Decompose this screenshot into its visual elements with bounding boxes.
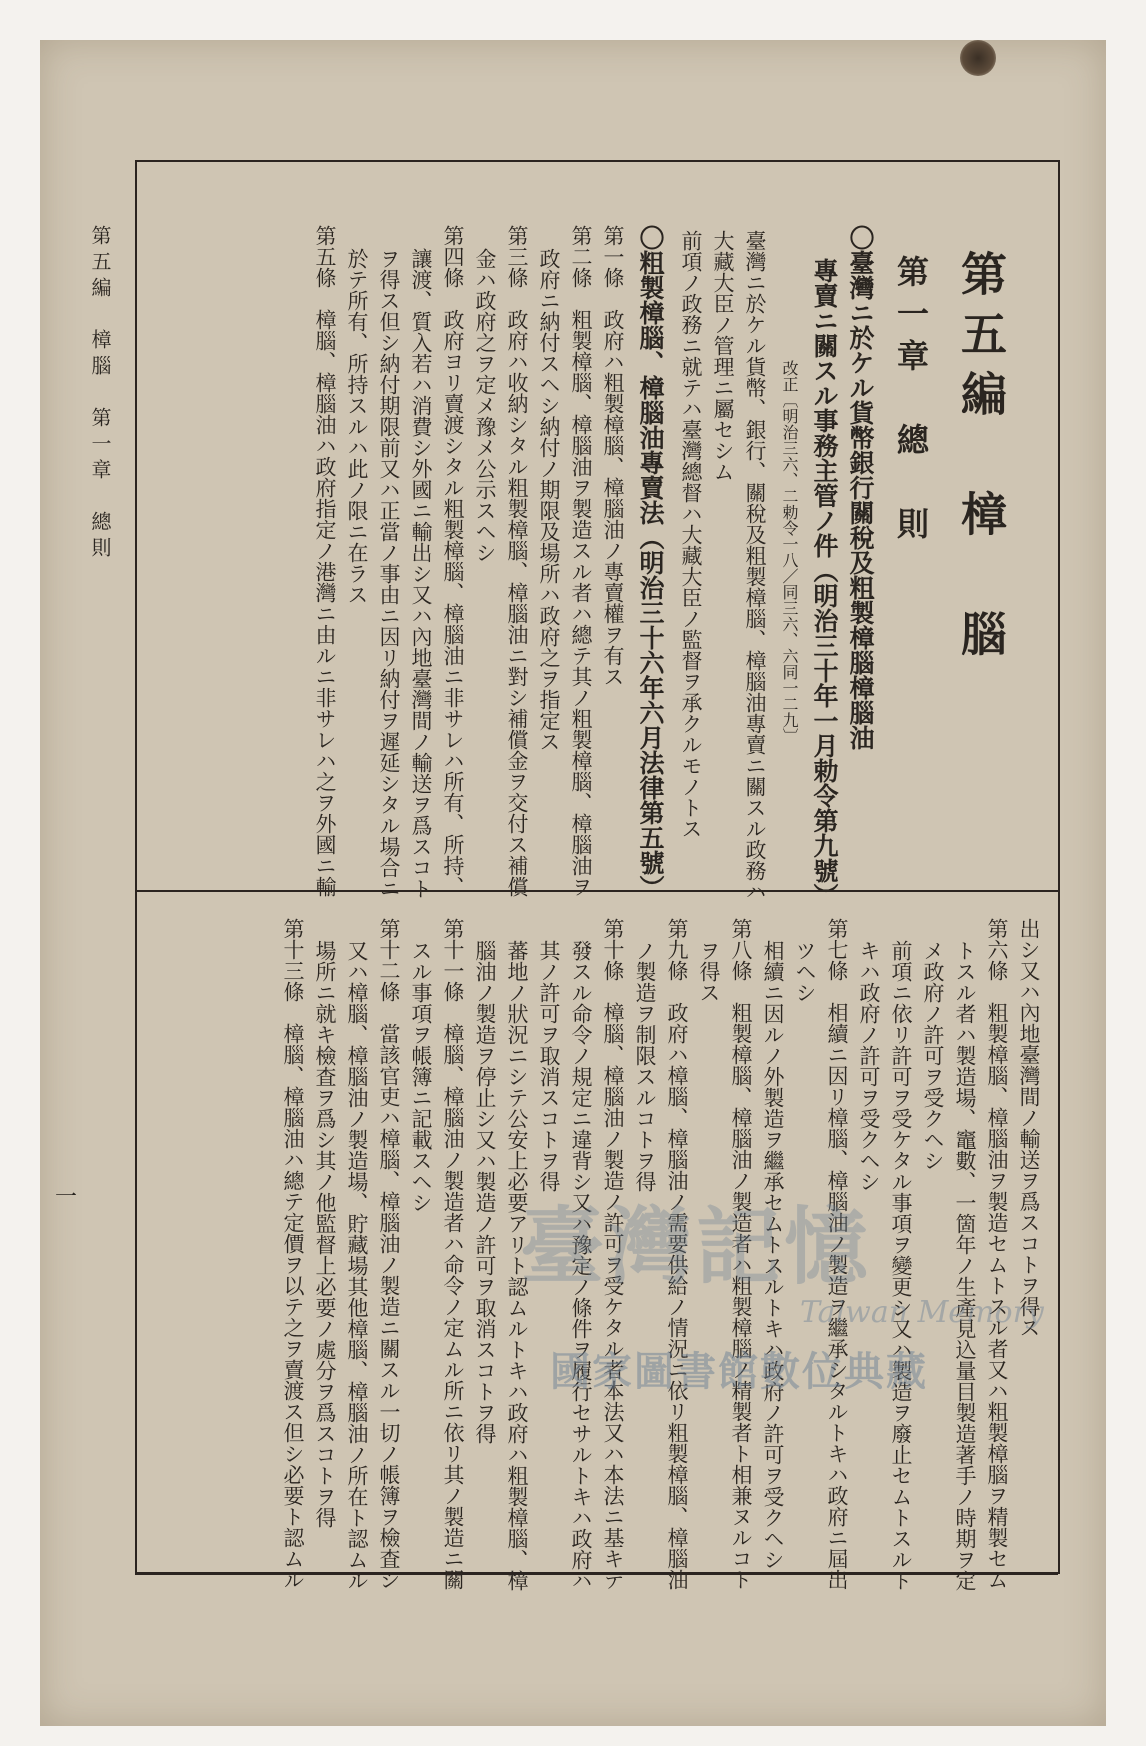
bottom-col-4: メ政府ノ許可ヲ受クヘシ	[921, 940, 945, 1171]
top-col-11: 第三條 政府ハ收納シタル粗製樟腦、樟腦油ニ對シ補償金ヲ交付ス補償	[505, 225, 529, 897]
bottom-col-23: 場所ニ就キ檢査ヲ爲シ其ノ他監督上必要ノ處分ヲ爲スコトヲ得	[313, 940, 337, 1528]
top-col-7: 〇粗製樟腦、樟腦油專賣法（明治三十六年六月法律第五號）	[636, 225, 665, 900]
top-col-1: 〇臺灣ニ於ケル貨幣銀行關稅及粗製樟腦樟腦油	[846, 225, 875, 750]
bottom-col-22: 又ハ樟腦、樟腦油ノ製造場、貯藏場其他樟腦、樟腦油ノ所在ト認ムル	[345, 940, 369, 1591]
top-col-13: 第四條 政府ヨリ賣渡シタル粗製樟腦、樟腦油ニ非サレハ所有、所持、	[441, 225, 465, 897]
bottom-col-8: ツヘシ	[793, 940, 817, 1003]
top-col-9: 第二條 粗製樟腦、樟腦油ヲ製造スル者ハ總テ其ノ粗製樟腦、樟腦油ヲ	[569, 225, 593, 897]
bottom-col-6: キハ政府ノ許可ヲ受クヘシ	[857, 940, 881, 1192]
page-number: 一	[55, 1185, 78, 1210]
watermark-organization: 國家圖書館數位典藏	[550, 1348, 928, 1395]
top-col-3: 改正〔明治三六、二勅令一八／同三六、六同一二九〕	[780, 360, 799, 744]
top-col-14: 讓渡、質入若ハ消費シ外國ニ輸出シ又ハ內地臺灣間ノ輸送ヲ爲スコト	[409, 248, 433, 899]
bottom-col-11: ヲ得ス	[697, 940, 721, 1003]
bottom-col-21: 第十二條 當該官吏ハ樟腦、樟腦油ノ製造ニ關スル一切ノ帳簿ヲ檢査シ	[377, 918, 401, 1590]
top-col-5: 大藏大臣ノ管理ニ屬セシム	[711, 230, 735, 482]
top-col-16: 於テ所有、所持スルハ此ノ限ニ在ラス	[345, 248, 369, 605]
bottom-col-1: 出シ又ハ內地臺灣間ノ輸送ヲ爲スコトヲ得ス	[1017, 918, 1041, 1338]
watermark-english: Taiwan Memory	[800, 1295, 1044, 1330]
top-col-2: 專賣ニ關スル事務主管ノ件（明治三十年一月勅令第九號）	[810, 258, 839, 908]
bottom-col-3: トスル者ハ製造場、竈數、一箇年ノ生產見込量目製造著手ノ時期ヲ定	[953, 940, 977, 1591]
bottom-col-2: 第六條 粗製樟腦、樟腦油ヲ製造セムトスル者又ハ粗製樟腦ヲ精製セム	[985, 918, 1009, 1590]
top-col-12: 金ハ政府之ヲ定メ豫メ公示スヘシ	[473, 248, 497, 563]
chapter-title: 第一章 總 則	[892, 255, 930, 549]
bottom-col-5: 前項ニ依リ許可ヲ受ケタル事項ヲ變更シ又ハ製造ヲ廢止セムトスルト	[889, 940, 913, 1591]
top-col-4: 臺灣ニ於ケル貨幣、銀行、關稅及粗製樟腦、樟腦油專賣ニ關スル政務ハ	[743, 230, 767, 902]
bottom-col-7: 第七條 相續ニ因リ樟腦、樟腦油ノ製造ヲ繼承シタルトキハ政府ニ屆出	[825, 918, 849, 1590]
bottom-rule	[135, 1574, 1058, 1575]
top-col-6: 前項ノ政務ニ就テハ臺灣總督ハ大藏大臣ノ監督ヲ承クルモノトス	[679, 230, 703, 839]
bottom-col-24: 第十三條 樟腦、樟腦油ハ總テ定價ヲ以テ之ヲ賣渡ス但シ必要ト認ムル	[281, 918, 305, 1590]
bottom-col-15: 發スル命令ノ規定ニ違背シ又ハ豫定ノ條件ヲ履行セサルトキハ政府ハ	[569, 940, 593, 1591]
top-col-15: ヲ得ス但シ納付期限前又ハ正當ノ事由ニ因リ納付ヲ遲延シタル場合ニ	[377, 248, 401, 899]
bottom-col-17: 蕃地ノ狀況ニシテ公安上必要アリト認ムルトキハ政府ハ粗製樟腦、樟	[505, 940, 529, 1591]
bottom-col-20: スル事項ヲ帳簿ニ記載スヘシ	[409, 940, 433, 1213]
bottom-col-19: 第十一條 樟腦、樟腦油ノ製造者ハ命令ノ定ムル所ニ依リ其ノ製造ニ關	[441, 918, 465, 1590]
bottom-col-9: 相續ニ因ルノ外製造ヲ繼承セムトスルトキハ政府ノ許可ヲ受クヘシ	[761, 940, 785, 1570]
watermark-logo: 臺灣記憶	[520, 1197, 873, 1296]
volume-title: 第五編 樟 腦	[954, 250, 1008, 670]
top-col-8: 第一條 政府ハ粗製樟腦、樟腦油ノ專賣權ヲ有ス	[601, 225, 625, 687]
bottom-col-12: 第九條 政府ハ樟腦、樟腦油ノ需要供給ノ情況ニ依リ粗製樟腦、樟腦油	[665, 918, 689, 1590]
middle-rule	[135, 890, 1058, 892]
bottom-col-13: ノ製造ヲ制限スルコトヲ得	[633, 940, 657, 1192]
bottom-col-14: 第十條 樟腦、樟腦油ノ製造ノ許可ヲ受ケタル者本法又ハ本法ニ基キテ	[601, 918, 625, 1590]
top-col-17: 第五條 樟腦、樟腦油ハ政府指定ノ港灣ニ由ルニ非サレハ之ヲ外國ニ輸	[313, 225, 337, 897]
bottom-col-18: 腦油ノ製造ヲ停止シ又ハ製造ノ許可ヲ取消スコトヲ得	[473, 940, 497, 1444]
bottom-col-16: 其ノ許可ヲ取消スコトヲ得	[537, 940, 561, 1192]
top-col-10: 政府ニ納付スヘシ納付ノ期限及場所ハ政府之ヲ指定ス	[537, 248, 561, 752]
bottom-col-10: 第八條 粗製樟腦、樟腦油ノ製造者ハ粗製樟腦ノ精製者ト相兼ヌルコト	[729, 918, 753, 1590]
running-head: 第五編 樟腦 第一章 總則	[88, 225, 112, 563]
binding-hole	[960, 40, 996, 76]
